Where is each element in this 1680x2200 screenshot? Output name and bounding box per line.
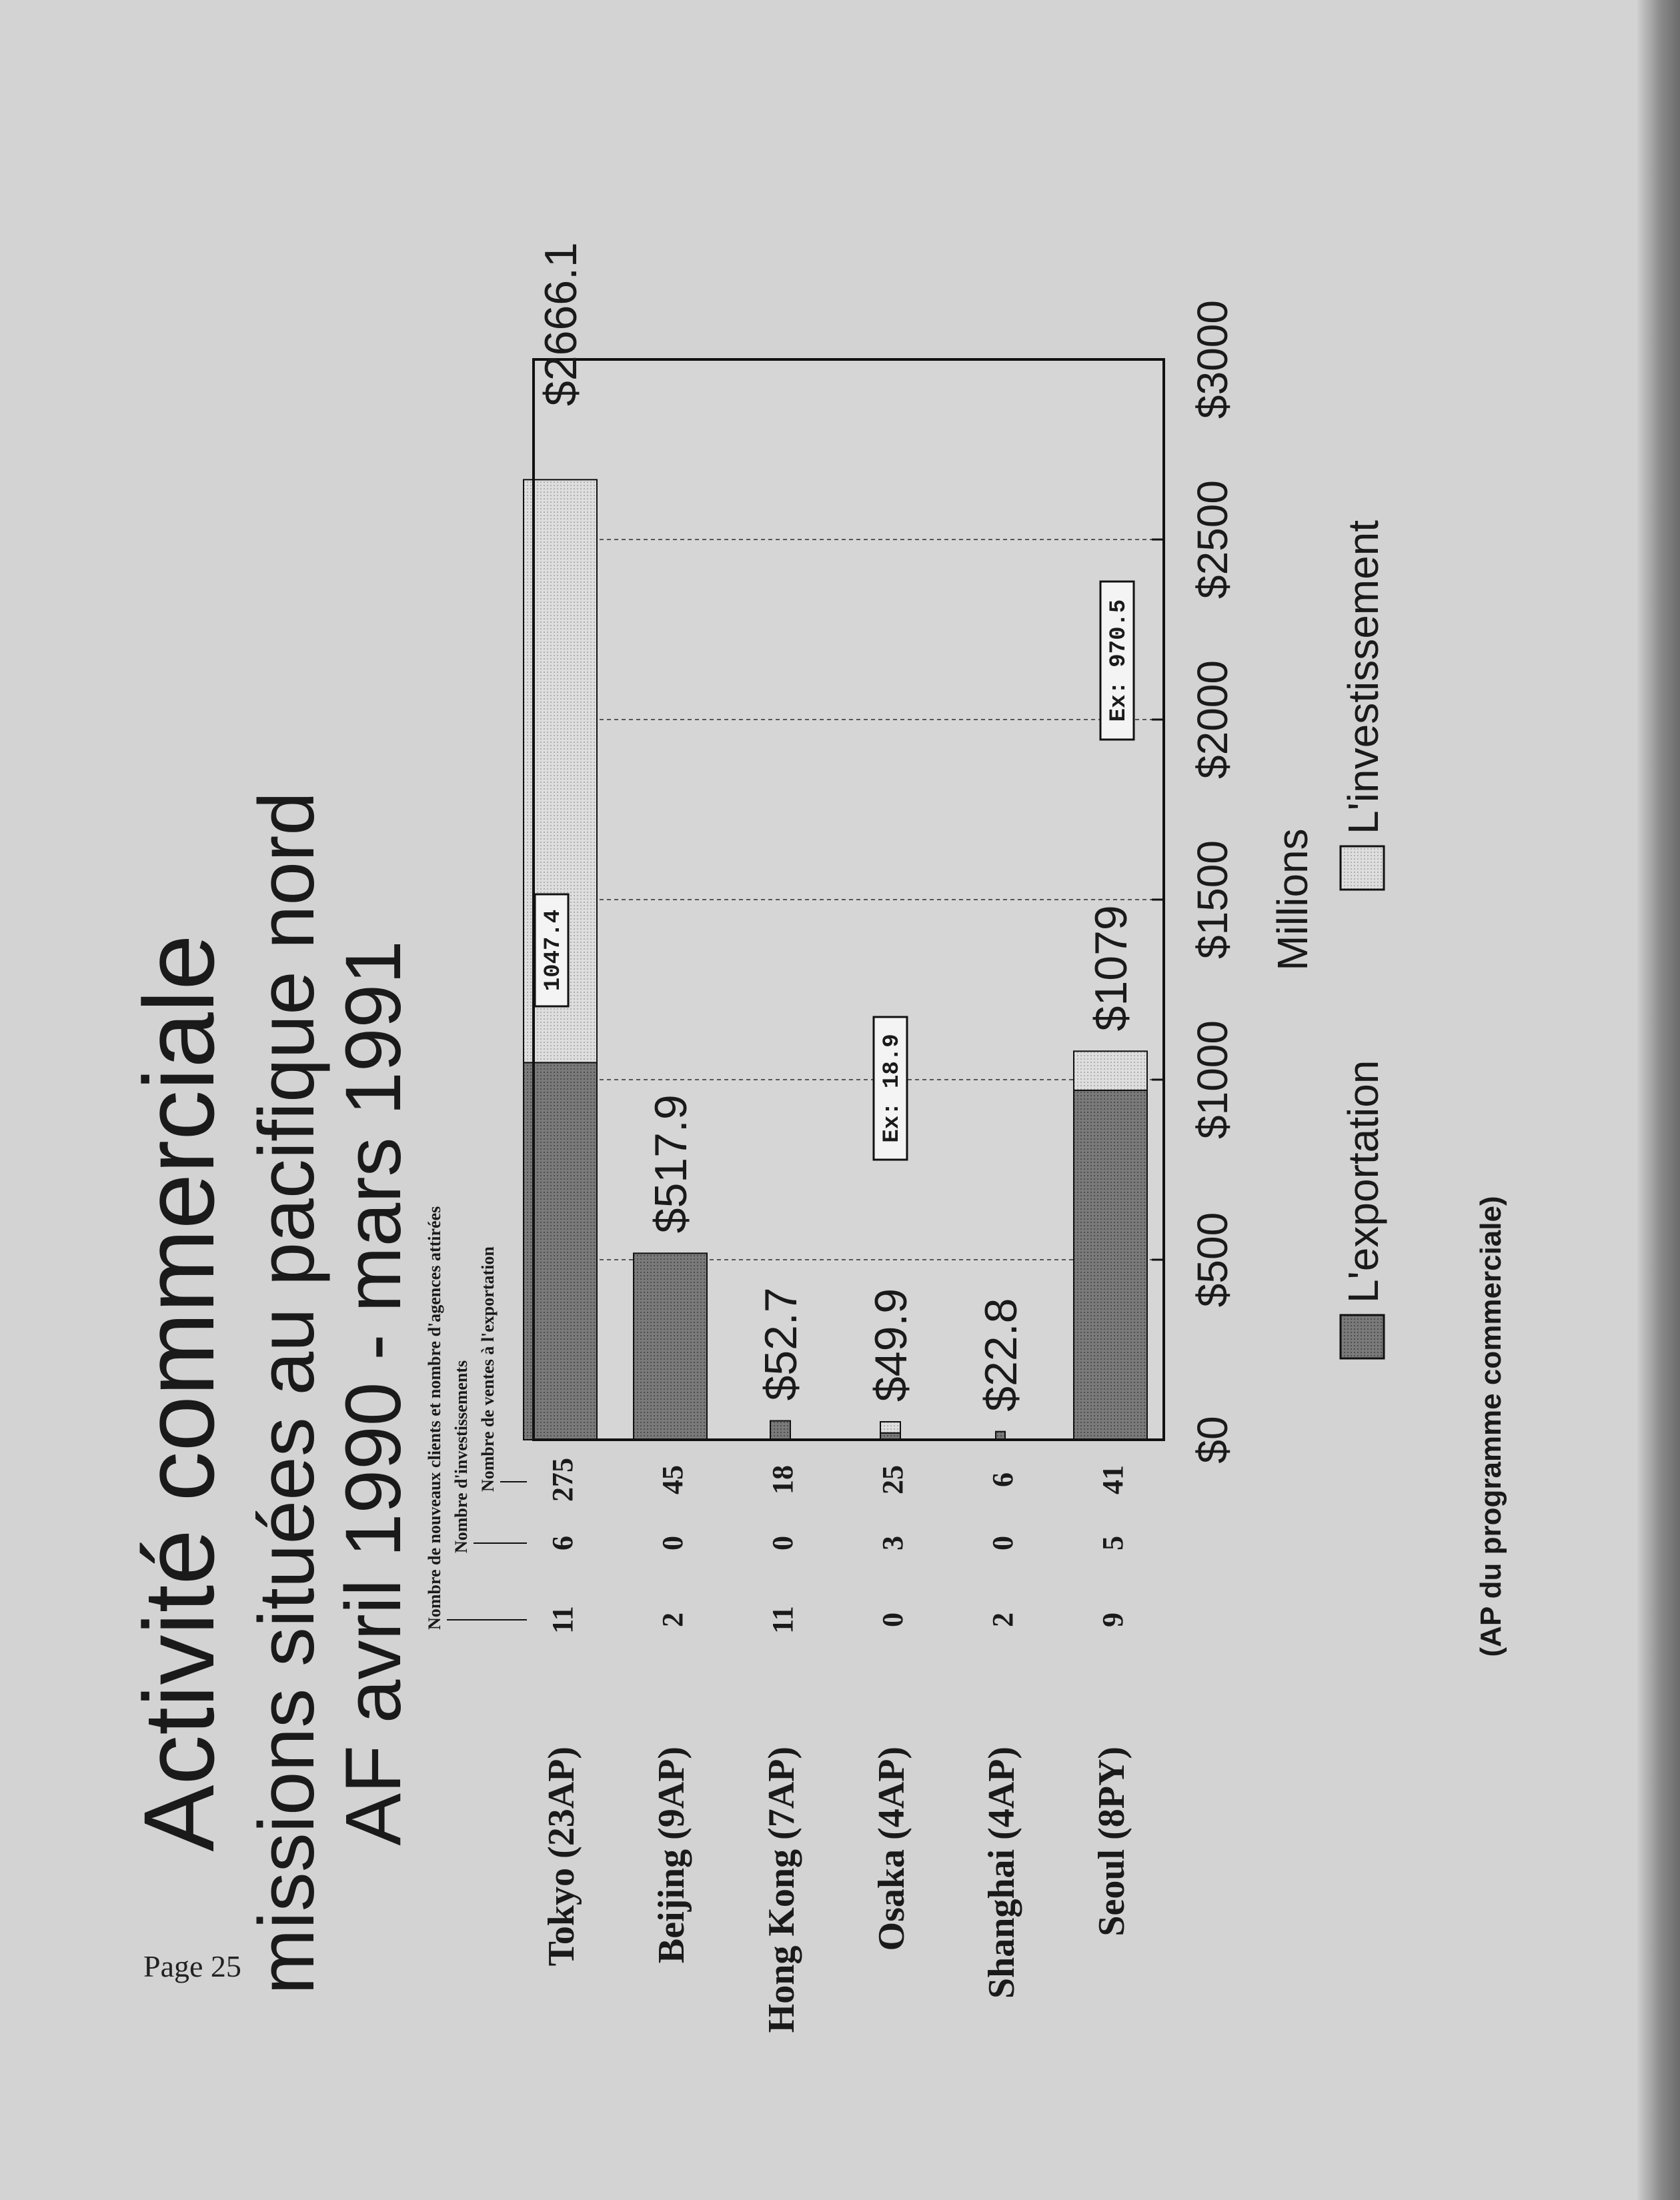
- bar-inner-label: Ex: 18.9: [880, 1034, 905, 1143]
- legend: [1339, 520, 1387, 1358]
- x-axis-label: Millions: [1269, 828, 1317, 971]
- chart-title: Activité commerciale: [123, 934, 235, 1852]
- category-label: Seoul (8PY): [1091, 1747, 1132, 1937]
- legend-label-investment: L'investissement: [1339, 519, 1387, 834]
- category-label: Hong Kong (7AP): [761, 1747, 802, 2033]
- count-value: 275: [546, 1458, 579, 1502]
- column-header: Nombre d'investissements: [452, 1360, 471, 1553]
- x-tick-label: $2500: [1188, 480, 1236, 599]
- count-value: 6: [986, 1472, 1019, 1487]
- chart-subtitle-line-2: AF avril 1990 - mars 1991: [329, 940, 417, 1846]
- chart-subtitle-line-1: missions situées au pacifique nord: [243, 792, 331, 1995]
- legend-label-export: L'exportation: [1339, 1060, 1387, 1303]
- count-value: 11: [766, 1606, 799, 1634]
- legend-swatch-investment: [1341, 846, 1384, 890]
- column-header: Nombre de nouveaux clients et nombre d'agences attirées: [425, 1206, 444, 1630]
- x-tick-label: $0: [1188, 1416, 1236, 1464]
- count-value: 0: [656, 1536, 689, 1550]
- count-value: 9: [1096, 1612, 1129, 1627]
- bar-total-label: $49.9: [866, 1288, 916, 1402]
- x-tick-label: $1000: [1188, 1020, 1236, 1139]
- column-header: Nombre de ventes à l'exportation: [478, 1246, 498, 1492]
- bar-segment-investment: [880, 1422, 900, 1433]
- count-value: 3: [876, 1536, 909, 1550]
- count-value: 18: [766, 1465, 799, 1494]
- bar-segment-export: [770, 1421, 790, 1440]
- bar-inner-label: Ex: 970.5: [1106, 599, 1132, 722]
- count-value: 5: [1096, 1536, 1129, 1550]
- footnote: (AP du programme commerciale): [1475, 1196, 1507, 1657]
- count-value: 11: [546, 1606, 579, 1634]
- page-number: Page 25: [143, 1949, 241, 1983]
- bar-total-label: $2666.1: [536, 242, 586, 406]
- x-tick-label: $3000: [1188, 300, 1236, 419]
- count-value: 25: [876, 1465, 909, 1494]
- x-tick-label: $500: [1188, 1212, 1236, 1308]
- bar-inner-label: 1047.4: [541, 909, 566, 992]
- count-value: 6: [546, 1536, 579, 1550]
- count-value: 0: [766, 1536, 799, 1550]
- bar-segment-investment: [1074, 1051, 1147, 1090]
- bar-total-label: $1079: [1086, 905, 1136, 1032]
- x-tick-label: $1500: [1188, 840, 1236, 959]
- count-value: 2: [986, 1612, 1019, 1627]
- category-labels: [541, 1747, 1132, 2033]
- count-value: 0: [986, 1536, 1019, 1550]
- count-value: 2: [656, 1612, 689, 1627]
- bar-segment-export: [1074, 1090, 1147, 1440]
- count-columns: [546, 1458, 1129, 1634]
- count-value: 45: [656, 1465, 689, 1494]
- category-label: Tokyo (23AP): [541, 1747, 582, 1967]
- legend-swatch-export: [1341, 1315, 1384, 1358]
- bar-total-label: $517.9: [646, 1094, 696, 1234]
- category-label: Shanghai (4AP): [981, 1747, 1022, 1999]
- bar-total-label: $52.7: [756, 1287, 806, 1401]
- bar-total-label: $22.8: [976, 1298, 1026, 1412]
- x-tick-label: $2000: [1188, 660, 1236, 779]
- count-value: 41: [1096, 1465, 1129, 1494]
- column-headers: [425, 1206, 527, 1630]
- category-label: Beijing (9AP): [651, 1747, 692, 1964]
- count-value: 0: [876, 1612, 909, 1627]
- bar-segment-export: [634, 1253, 707, 1440]
- category-label: Osaka (4AP): [871, 1747, 912, 1951]
